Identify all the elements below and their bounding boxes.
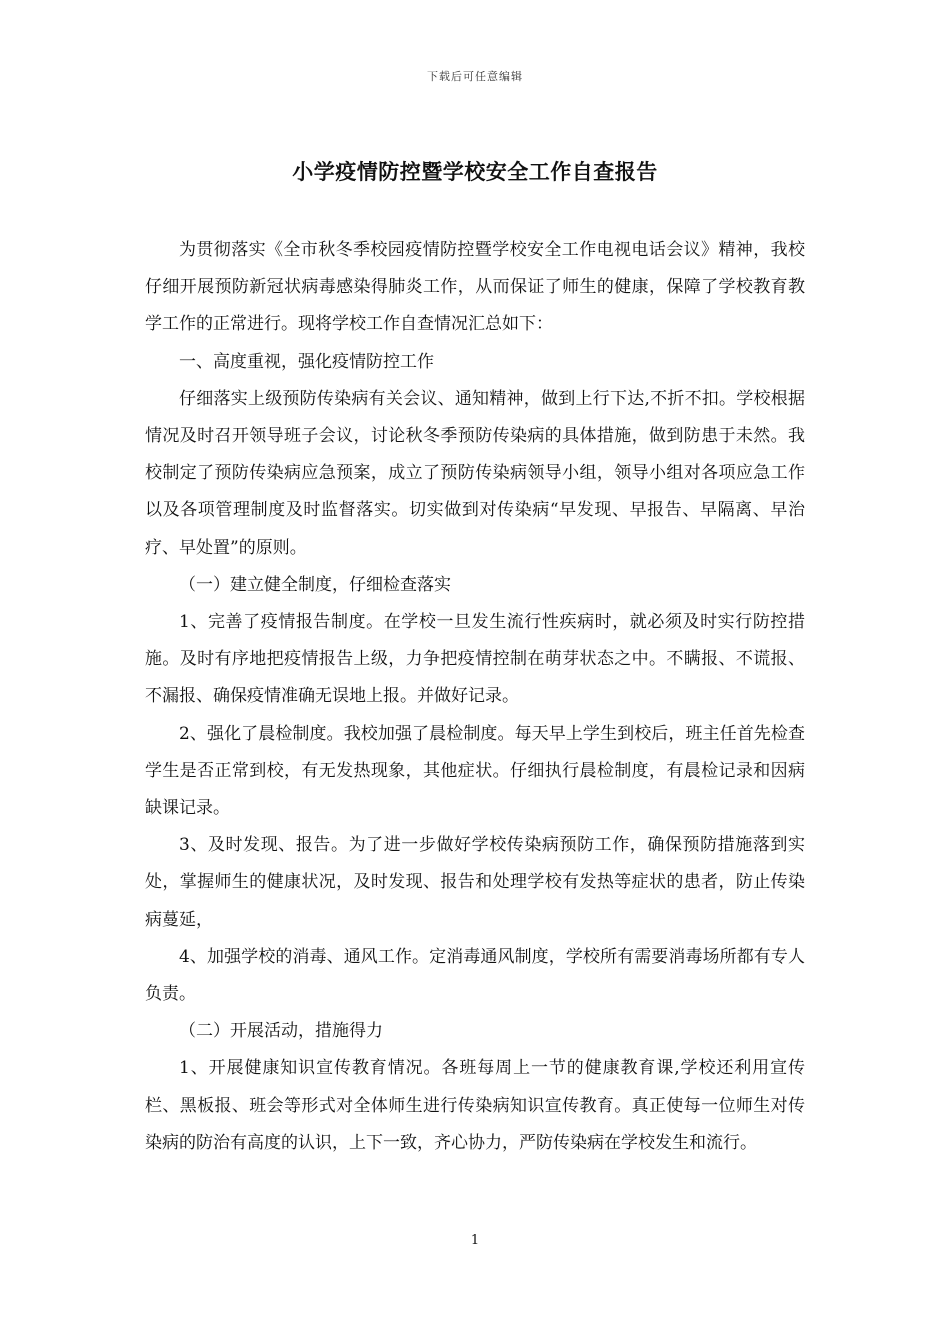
section-heading-1: 一、高度重视，强化疫情防控工作: [179, 351, 434, 372]
document-body: [145, 232, 805, 1162]
item-paragraph-4: 4、加强学校的消毒、通风工作。定消毒通风制度，学校所有需要消毒场所都有专人负责。: [145, 946, 805, 1005]
subsection-heading-2: （二）开展活动，措施得力: [179, 1021, 383, 1042]
section-1-paragraph: 仔细落实上级预防传染病有关会议、通知精神，做到上行下达,不折不扣。学校根据情况及时召开领导班子会议，讨论秋冬季预防传染病的具体措施，做到防患于未然。我校制定了预防传染病应急预案，成立了预防传染病领导小组，领导小组对各项应急工作以及各项管理制度及时监督落实。切实做到对传染病“早发现、早报告、早隔离、早治疗、早处置”的原则。: [145, 388, 805, 558]
item-paragraph-1: 1、完善了疫情报告制度。在学校一旦发生流行性疾病时，就必须及时实行防控措施。及时有序地把疫情报告上级，力争把疫情控制在萌芽状态之中。不瞒报、不谎报、不漏报、确保疫情准确无误地上报。并做好记录。: [145, 612, 805, 707]
download-note: 下载后可任意编辑: [427, 70, 523, 83]
item-paragraph-3: 3、及时发现、报告。为了进一步做好学校传染病预防工作，确保预防措施落到实处，掌握师生的健康状况，及时发现、报告和处理学校有发热等症状的患者，防止传染病蔓延，: [145, 835, 805, 930]
activity-paragraph-1: 1、开展健康知识宣传教育情况。各班每周上一节的健康教育课,学校还利用宣传栏、黑板报、班会等形式对全体师生进行传染病知识宣传教育。真正使每一位师生对传染病的防治有高度的认识，上下一致，齐心协力，严防传染病在学校发生和流行。: [145, 1058, 805, 1153]
document-title: 小学疫情防控暨学校安全工作自查报告: [292, 159, 658, 184]
subsection-heading-1: （一）建立健全制度，仔细检查落实: [179, 574, 451, 595]
page-number: 1: [470, 1233, 480, 1248]
item-paragraph-2: 2、强化了晨检制度。我校加强了晨检制度。每天早上学生到校后，班主任首先检查学生是否正常到校，有无发热现象，其他症状。仔细执行晨检制度，有晨检记录和因病缺课记录。: [145, 723, 805, 819]
intro-paragraph: 为贯彻落实《全市秋冬季校园疫情防控暨学校安全工作电视电话会议》精神，我校仔细开展预防新冠状病毒感染得肺炎工作，从而保证了师生的健康，保障了学校教育教学工作的正常进行。现将学校工作自查情况汇总如下：: [145, 240, 805, 335]
